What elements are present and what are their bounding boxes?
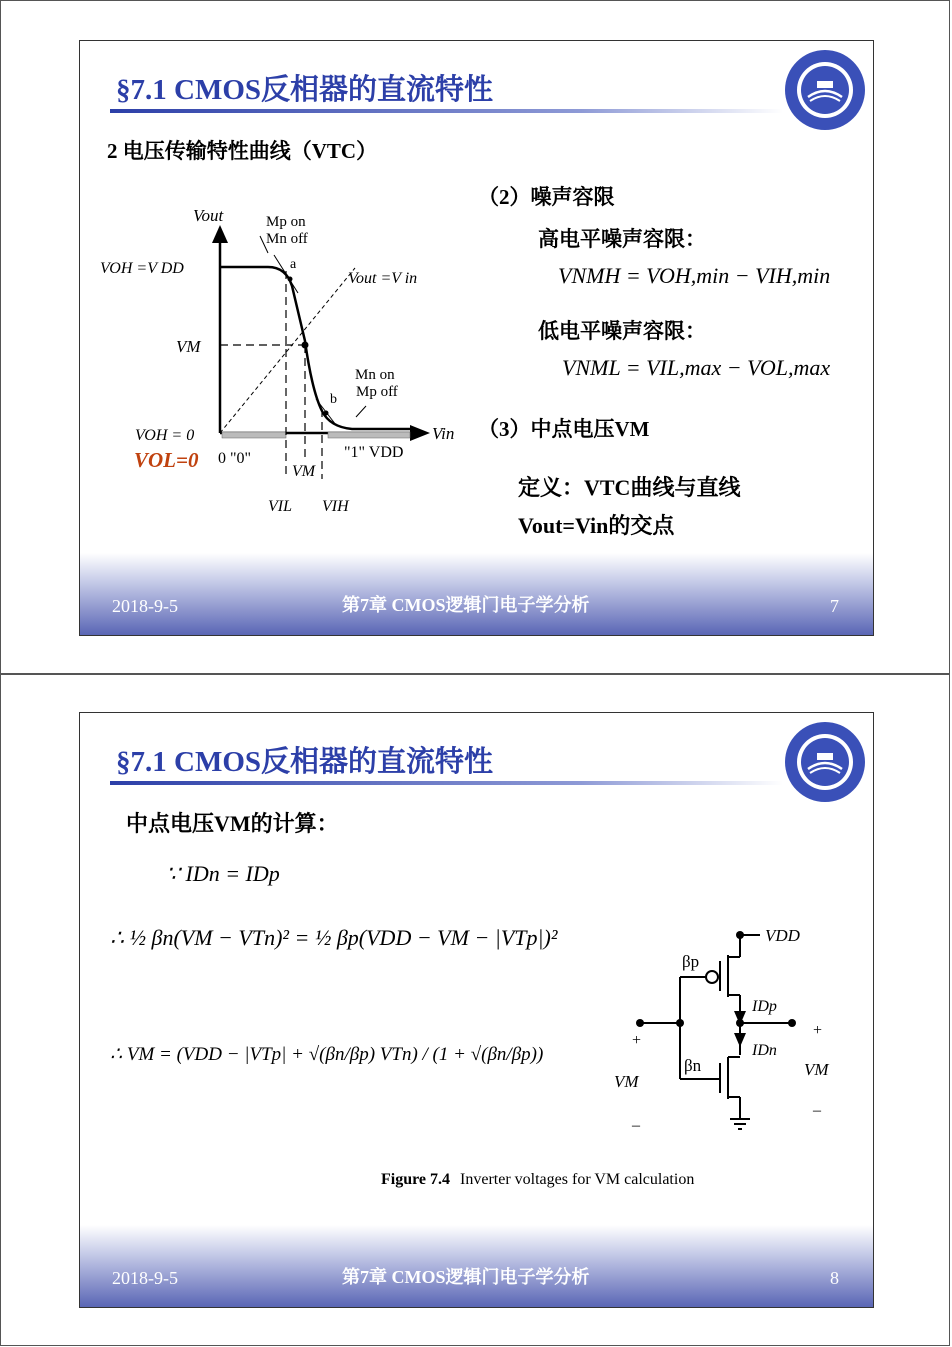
beta-n-label: βn <box>684 1056 702 1075</box>
footer-date: 2018-9-5 <box>112 596 178 616</box>
section-heading: 中点电压VM的计算： <box>126 811 339 836</box>
vol-zero-label: VOL=0 <box>134 448 199 472</box>
output-plus-label: + <box>813 1022 823 1039</box>
mp-off-label: Mp off <box>356 384 398 400</box>
vin-axis-label: Vin <box>432 424 455 443</box>
output-vm-label: VM <box>804 1060 829 1079</box>
university-logo-icon <box>780 45 870 135</box>
input-terminal <box>636 1019 644 1027</box>
zero-region-label: 0 "0" <box>218 450 252 467</box>
point-vm-dot <box>302 342 309 349</box>
point-b-label: b <box>330 392 337 407</box>
beta-p-label: βp <box>682 952 700 971</box>
definition-line-2: Vout=Vin的交点 <box>518 513 675 538</box>
vil-label: VIL <box>268 498 292 515</box>
point-a-label: a <box>290 257 297 272</box>
vout-vin-line <box>220 268 355 433</box>
definition-line-1: 定义：VTC曲线与直线 <box>518 475 741 500</box>
vtc-curve <box>220 267 410 429</box>
mp-on-label: Mp on <box>266 214 306 230</box>
figure-caption-text: Inverter voltages for VM calculation <box>460 1171 695 1188</box>
vm-left-label: VM <box>176 337 201 356</box>
input-plus-label: + <box>632 1032 642 1049</box>
footer-page-number: 8 <box>830 1268 839 1288</box>
vih-label: VIH <box>322 498 349 515</box>
low-region-bar <box>222 432 286 438</box>
equation-vm: ∴ VM = (VDD − |VTp| + √(βn/βp) VTn) / (1 + √(βn/βp)) <box>110 1044 544 1065</box>
slide-footer <box>80 553 873 635</box>
slide-1 <box>79 40 874 636</box>
title-underline <box>110 109 783 113</box>
input-vm-label: VM <box>614 1072 639 1091</box>
low-noise-formula: VNML = VIL,max − VOL,max <box>562 355 831 380</box>
figure-caption <box>381 1171 694 1189</box>
footer-page-number: 7 <box>830 596 839 616</box>
vout-axis-label: Vout <box>193 206 224 225</box>
university-logo-icon <box>780 717 870 807</box>
mn-on-pointer <box>356 406 366 417</box>
idn-arrow-icon <box>734 1033 746 1047</box>
equation-square-law: ∴ ½ βn(VM − VTn)² = ½ βp(VDD − VM − |VTp|)² <box>110 925 558 950</box>
point-b-dot <box>324 411 329 416</box>
high-noise-formula: VNMH = VOH,min − VIH,min <box>558 263 831 288</box>
high-region-bar <box>328 432 410 438</box>
vout-vin-label: Vout =V in <box>348 270 418 287</box>
y-axis-arrow-icon <box>212 225 228 243</box>
output-terminal <box>788 1019 796 1027</box>
voh-zero-label: VOH = 0 <box>135 427 195 444</box>
slide-2 <box>79 712 874 1308</box>
slide-title: §7.1 CMOS反相器的直流特性 <box>116 746 494 778</box>
footer-chapter: 第7章 CMOS逻辑门电子学分析 <box>342 595 590 615</box>
midpoint-heading: （3）中点电压VM <box>478 417 650 441</box>
inverter-circuit <box>600 905 860 1165</box>
slide-title: §7.1 CMOS反相器的直流特性 <box>116 74 494 106</box>
low-noise-label: 低电平噪声容限： <box>538 319 706 343</box>
section-heading: 2 电压传输特性曲线（VTC） <box>107 139 378 163</box>
high-noise-label: 高电平噪声容限： <box>538 227 706 251</box>
input-minus-label: – <box>632 1117 640 1134</box>
vtc-graph <box>90 191 480 521</box>
idn-label: IDn <box>752 1042 777 1059</box>
one-region-label: "1" VDD <box>344 444 404 461</box>
input-node <box>676 1019 684 1027</box>
vm-axis-label: VM <box>292 463 316 480</box>
equation-current: ∵ IDn = IDp <box>166 861 280 886</box>
title-underline <box>110 781 783 785</box>
slide-footer <box>80 1225 873 1307</box>
x-axis-arrow-icon <box>410 425 430 441</box>
figure-caption-number: Figure 7.4 <box>381 1171 451 1188</box>
mn-on-label: Mn on <box>355 367 395 383</box>
point-a-dot <box>288 277 293 282</box>
footer-chapter: 第7章 CMOS逻辑门电子学分析 <box>342 1267 590 1287</box>
mn-off-label: Mn off <box>266 231 308 247</box>
voh-vdd-label: VOH =V DD <box>100 260 184 277</box>
idp-label: IDp <box>752 998 777 1015</box>
footer-date: 2018-9-5 <box>112 1268 178 1288</box>
pmos-gate-bubble <box>706 971 718 983</box>
output-minus-label: – <box>813 1102 821 1119</box>
noise-margin-heading: （2）噪声容限 <box>478 185 615 209</box>
vdd-label: VDD <box>765 926 800 945</box>
